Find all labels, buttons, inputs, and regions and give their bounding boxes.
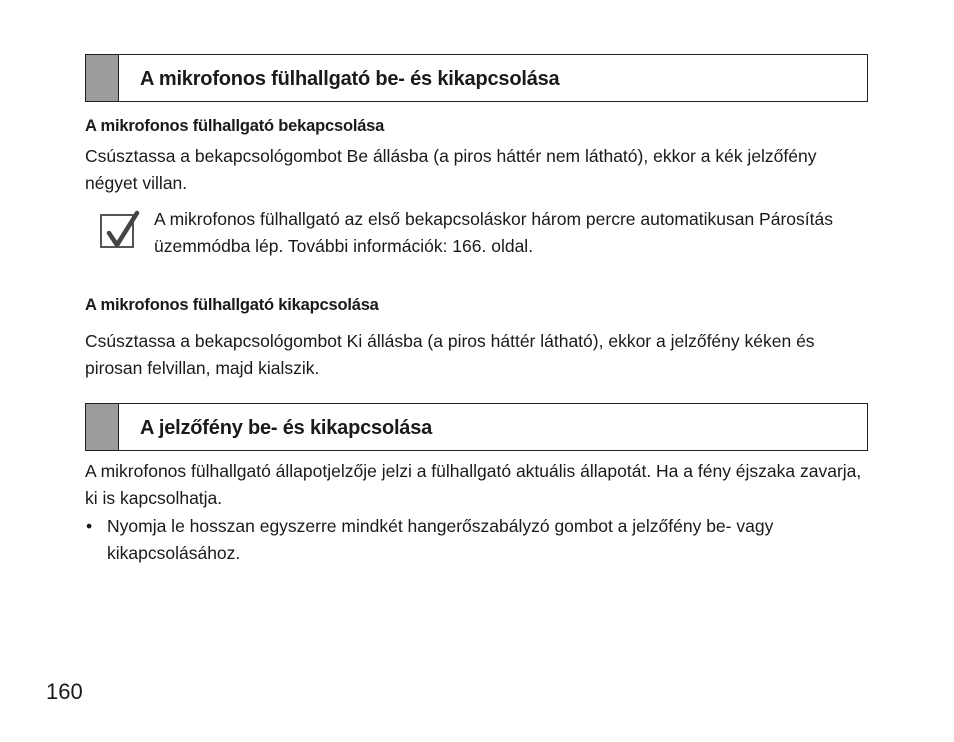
paragraph-indicator: A mikrofonos fülhallgató állapotjelzője jelzi a fülhallgató aktuális állapotát. Ha a fény éjszaka zavarja, ki is kapcsolhatja.: [85, 461, 862, 508]
paragraph-power-on: Csúsztassa a bekapcsológombot Be állásba (a piros háttér nem látható), ekkor a kék jelzőfény négyet villan.: [85, 146, 817, 193]
list-item: [85, 513, 865, 567]
subheading-power-off: A mikrofonos fülhallgató kikapcsolása: [85, 296, 379, 314]
subheading-power-on: A mikrofonos fülhallgató bekapcsolása: [85, 117, 385, 135]
note-box: [100, 206, 870, 266]
section-header-tab: [86, 404, 119, 450]
note-text: A mikrofonos fülhallgató az első bekapcsoláskor három percre automatikusan Párosítás üzemmódba lép. További információk: 166. oldal.: [154, 209, 833, 256]
paragraph-power-off: Csúsztassa a bekapcsológombot Ki állásba (a piros háttér látható), ekkor a jelzőfény kéken és pirosan felvillan, majd kialszik.: [85, 331, 815, 378]
section-title-power: A mikrofonos fülhallgató be- és kikapcsolása: [140, 68, 560, 90]
checkbox-check-icon: [100, 214, 134, 248]
section-header-power: [85, 54, 868, 102]
section-header-indicator: [85, 403, 868, 451]
list-item-text: Nyomja le hosszan egyszerre mindkét hangerőszabályzó gombot a jelzőfény be- vagy kikapcsolásához.: [107, 516, 774, 563]
bullet-icon: •: [86, 516, 93, 536]
section-title-indicator: A jelzőfény be- és kikapcsolása: [140, 417, 433, 439]
page-number: 160: [46, 679, 83, 704]
section-header-tab: [86, 55, 119, 101]
